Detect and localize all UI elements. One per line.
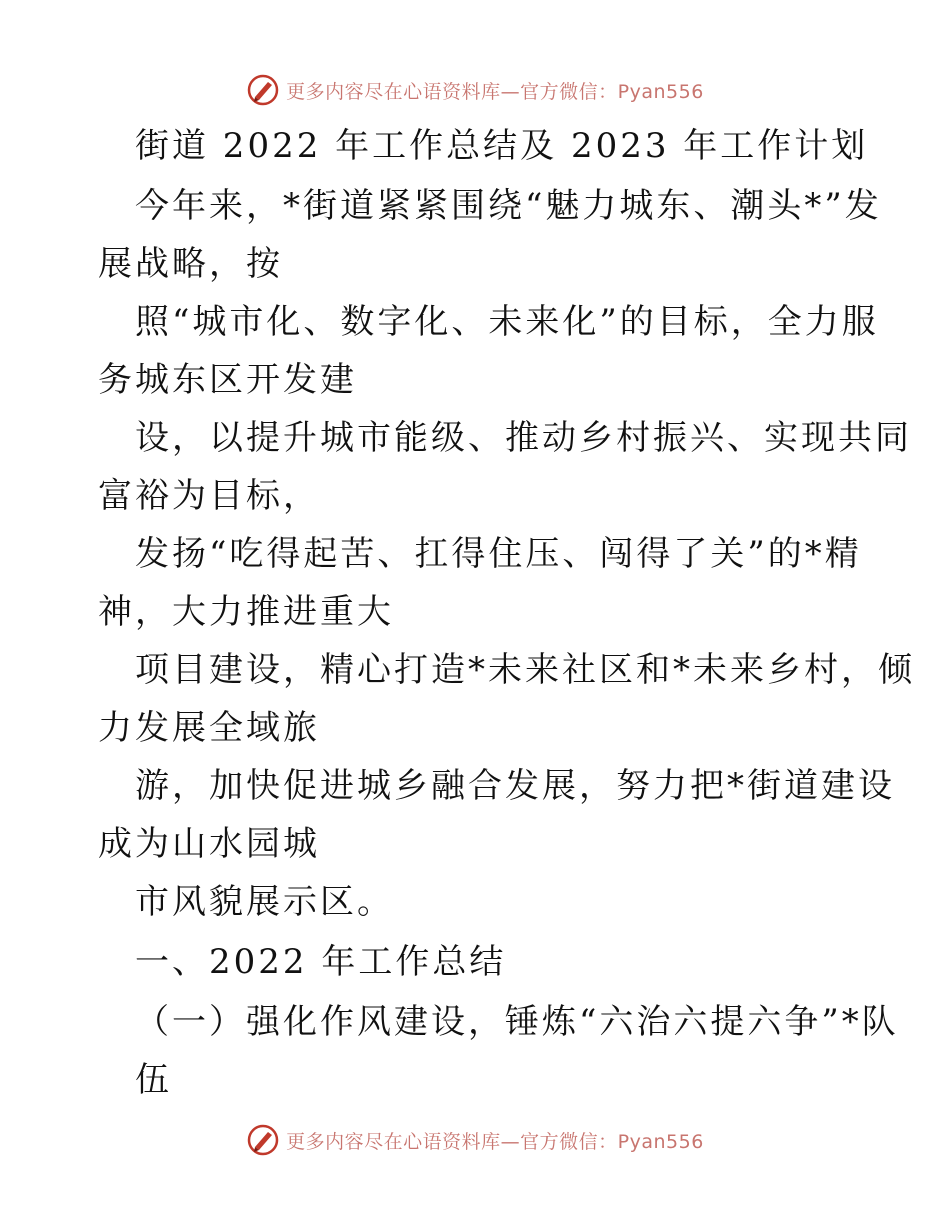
paragraph-line: 项目建设，精心打造*未来社区和*未来乡村，倾 xyxy=(135,650,915,690)
paragraph-line: 富裕为目标， xyxy=(98,476,320,516)
subsection-heading: （一）强化作风建设，锤炼“六治六提六争”*队 xyxy=(135,1002,899,1042)
paragraph-line: 成为山水园城 xyxy=(98,824,320,864)
watermark-footer xyxy=(0,1120,950,1160)
paragraph-line: 神，大力推进重大 xyxy=(98,592,394,632)
paragraph-line: 照“城市化、数字化、未来化”的目标，全力服 xyxy=(135,302,879,342)
paragraph-line: 市风貌展示区。 xyxy=(135,882,394,922)
paragraph-line: 设，以提升城市能级、推动乡村振兴、实现共同 xyxy=(135,418,912,458)
watermark-logo-icon xyxy=(246,73,280,107)
paragraph-line: 力发展全域旅 xyxy=(98,708,320,748)
watermark-text: 更多内容尽在心语资料库—官方微信：Pyan556 xyxy=(286,80,704,103)
document-title: 街道 2022 年工作总结及 2023 年工作计划 xyxy=(135,126,869,166)
paragraph-line: 展战略，按 xyxy=(98,244,283,284)
paragraph-line: 发扬“吃得起苦、扛得住压、闯得了关”的*精 xyxy=(135,534,862,574)
paragraph-line: 务城东区开发建 xyxy=(98,360,357,400)
watermark-header xyxy=(0,70,950,110)
watermark-text: 更多内容尽在心语资料库—官方微信：Pyan556 xyxy=(286,1130,704,1153)
watermark-logo-icon xyxy=(246,1123,280,1157)
paragraph-line: 游，加快促进城乡融合发展，努力把*街道建设 xyxy=(135,766,895,806)
paragraph-line: 今年来，*街道紧紧围绕“魅力城东、潮头*”发 xyxy=(135,186,882,226)
subsection-heading-continued: 伍 xyxy=(135,1060,172,1100)
section-heading: 一、2022 年工作总结 xyxy=(135,942,507,982)
